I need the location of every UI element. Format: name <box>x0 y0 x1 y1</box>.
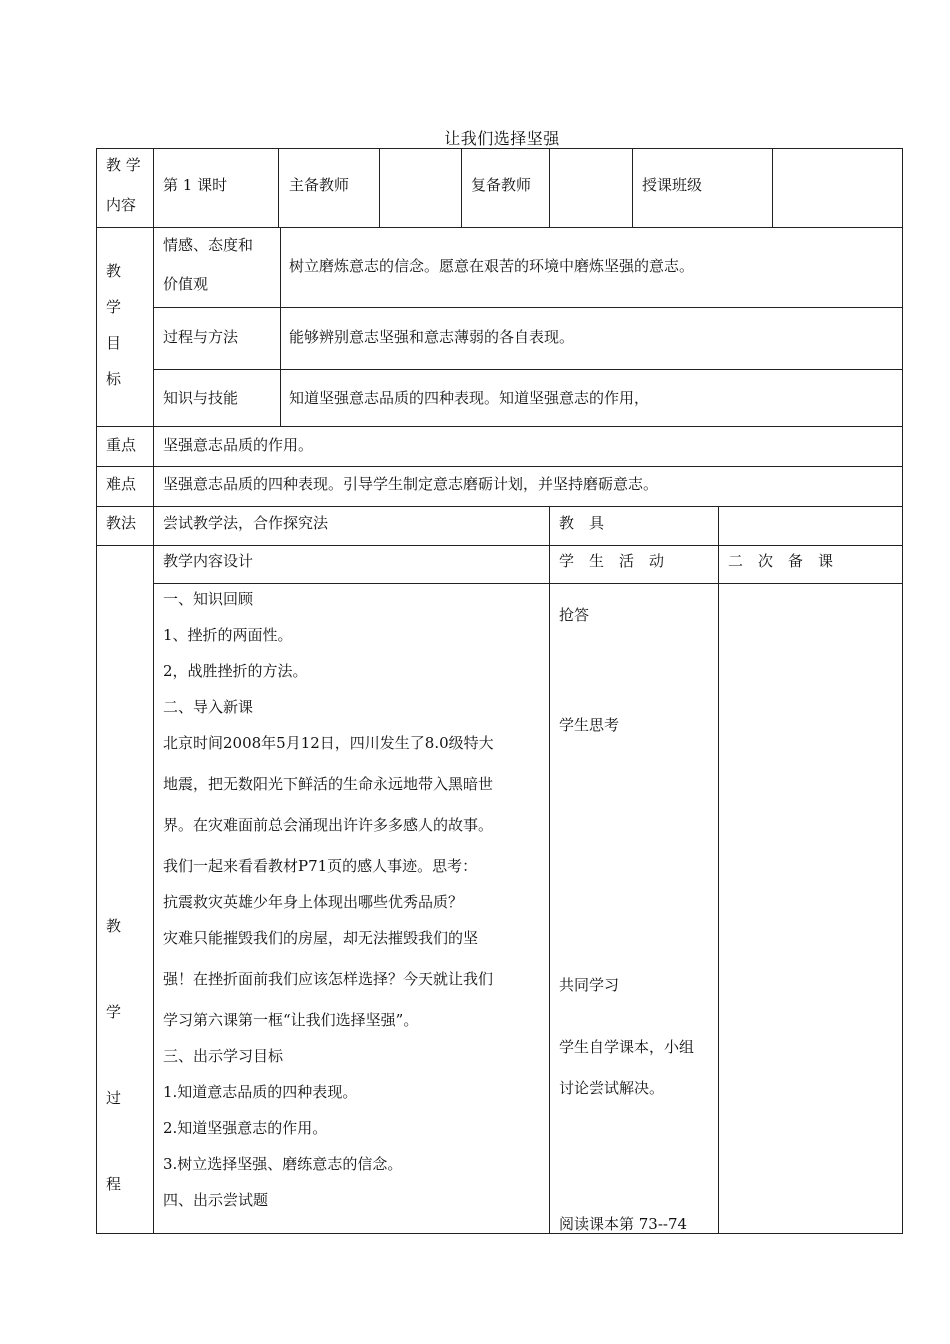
design-line: 2.知道坚强意志的作用。 <box>163 1119 328 1137</box>
goal-knowledge-key: 知识与技能 <box>163 389 239 407</box>
design-line: 抗震救灾英雄少年身上体现出哪些优秀品质？ <box>163 893 464 911</box>
design-line: 强！在挫折面前我们应该怎样选择？今天就让我们 <box>163 970 494 988</box>
goal-affective-key-line2: 价值观 <box>163 275 209 293</box>
design-line: 我们一起来看看教材P71页的感人事迹。思考： <box>163 857 478 875</box>
method-label: 教法 <box>106 514 137 532</box>
class-label: 授课班级 <box>642 176 703 194</box>
activity-item: 讨论尝试解决。 <box>559 1079 665 1097</box>
goal-process-key: 过程与方法 <box>163 328 239 346</box>
design-line: 1.知道意志品质的四种表现。 <box>163 1083 358 1101</box>
goal-knowledge-value: 知道坚强意志品质的四种表现。知道坚强意志的作用， <box>289 389 650 407</box>
design-line: 一、知识回顾 <box>163 590 254 608</box>
difficulty-label: 难点 <box>106 475 137 493</box>
design-line: 二、导入新课 <box>163 698 254 716</box>
design-line: 1、挫折的两面性。 <box>163 626 293 644</box>
review-teacher-label: 复备教师 <box>471 176 532 194</box>
activity-item: 阅读课本第 73--74 <box>559 1215 688 1233</box>
column-header-activity: 学 生 活 动 <box>559 552 665 570</box>
difficulty-value: 坚强意志品质的四种表现。引导学生制定意志磨砺计划，并坚持磨砺意志。 <box>163 475 659 493</box>
teaching-content-label-line1: 教 学 <box>106 156 141 174</box>
design-line: 学习第六课第一框“让我们选择坚强”。 <box>163 1011 419 1029</box>
teaching-content-label-line2: 内容 <box>106 196 137 214</box>
key-point-label: 重点 <box>106 436 137 454</box>
design-line: 界。在灾难面前总会涌现出许许多多感人的故事。 <box>163 816 494 834</box>
design-line: 3.树立选择坚强、磨练意志的信念。 <box>163 1155 403 1173</box>
document-title: 让我们选择坚强 <box>444 129 560 148</box>
lesson-number: 第 1 课时 <box>163 176 228 194</box>
design-line: 灾难只能摧毁我们的房屋，却无法摧毁我们的坚 <box>163 929 479 947</box>
activity-item: 学生自学课本，小组 <box>559 1038 695 1056</box>
method-value: 尝试教学法，合作探究法 <box>163 514 329 532</box>
activity-item: 共同学习 <box>559 976 620 994</box>
lead-teacher-label: 主备教师 <box>289 176 350 194</box>
key-point-value: 坚强意志品质的作用。 <box>163 436 314 454</box>
design-line: 地震，把无数阳光下鲜活的生命永远地带入黑暗世 <box>163 775 494 793</box>
goal-affective-value: 树立磨炼意志的信念。愿意在艰苦的环境中磨炼坚强的意志。 <box>289 257 695 275</box>
goal-affective-key-line1: 情感、态度和 <box>163 236 254 254</box>
design-line: 四、出示尝试题 <box>163 1191 269 1209</box>
activity-item: 学生思考 <box>559 716 620 734</box>
design-line: 2，战胜挫折的方法。 <box>163 662 308 680</box>
goal-process-value: 能够辨别意志坚强和意志薄弱的各自表现。 <box>289 328 575 346</box>
activity-item: 抢答 <box>559 606 590 624</box>
column-header-design: 教学内容设计 <box>163 552 254 570</box>
column-header-second-prep: 二 次 备 课 <box>728 552 834 570</box>
design-line: 北京时间2008年5月12日，四川发生了8.0级特大 <box>163 734 494 752</box>
teaching-tools-label: 教 具 <box>559 514 605 532</box>
design-line: 三、出示学习目标 <box>163 1047 284 1065</box>
